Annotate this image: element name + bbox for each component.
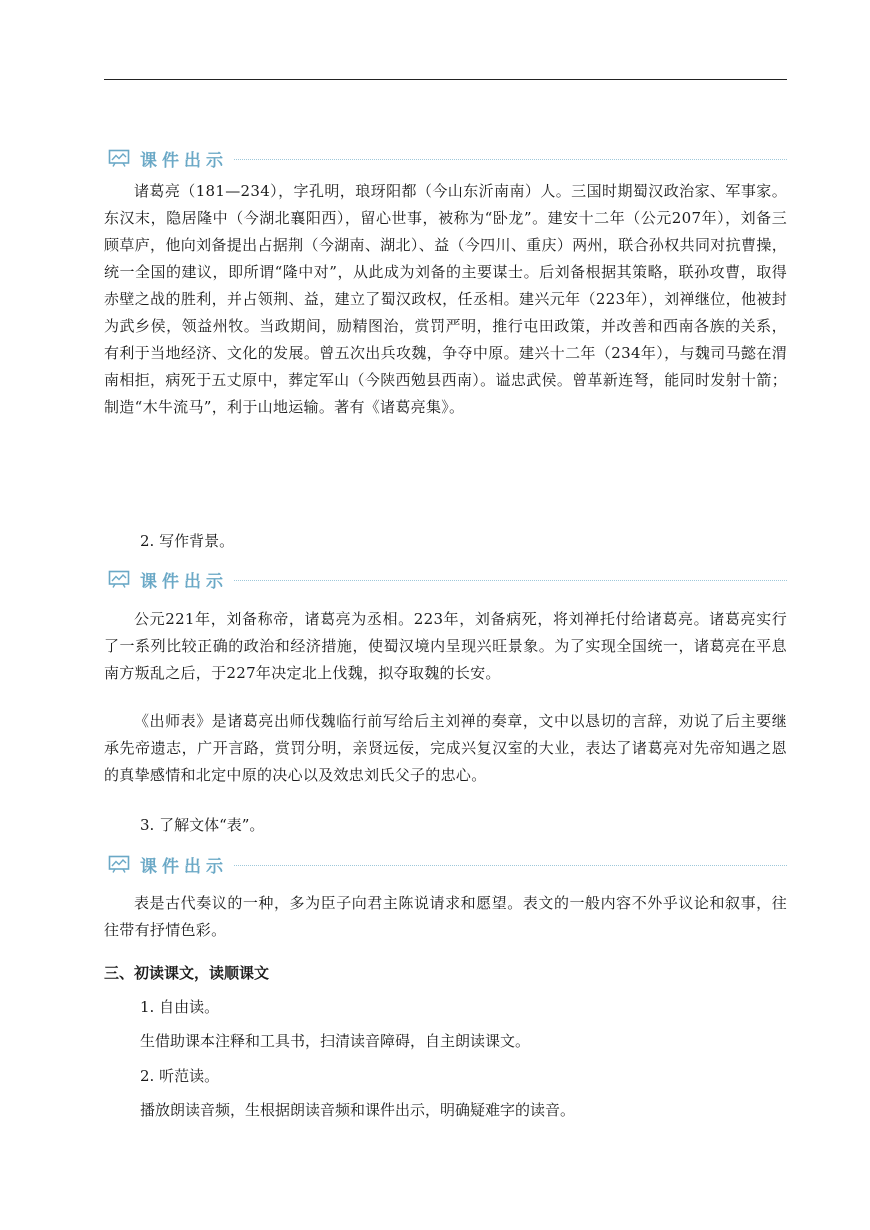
dotted-divider <box>234 159 787 160</box>
section-3-title: 三、初读课文，读顺课文 <box>104 964 270 982</box>
step-1-text: 生借助课本注释和工具书，扫清读音障碍，自主朗读课文。 <box>140 1032 531 1050</box>
presentation-board-icon <box>108 855 130 873</box>
presentation-board-icon <box>108 149 130 167</box>
genre-paragraph: 表是古代奏议的一种，多为臣子向君主陈说请求和愿望。表文的一般内容不外乎议论和叙事，往往带有抒情色彩。 <box>104 894 787 939</box>
callout-heading-2 <box>104 567 787 591</box>
item-3-heading: 3. 了解文体“表”。 <box>140 816 265 834</box>
dotted-divider <box>234 580 787 581</box>
step-2-text: 播放朗读音频，生根据朗读音频和课件出示，明确疑难字的读音。 <box>140 1101 576 1119</box>
header-rule <box>104 79 787 80</box>
callout-label: 课件出示 <box>140 571 228 592</box>
background-paragraph-1: 公元221年，刘备称帝，诸葛亮为丞相。223年，刘备病死，将刘禅托付给诸葛亮。诸葛亮实行了一系列比较正确的政治和经济措施，使蜀汉境内呈现兴旺景象。为了实现全国统一，诸葛亮在平息南方叛乱之后，于227年决定北上伐魏，拟夺取魏的长安。 <box>104 610 787 682</box>
step-2-heading: 2. 听范读。 <box>140 1067 220 1085</box>
callout-label: 课件出示 <box>140 856 228 877</box>
callout-label: 课件出示 <box>140 150 228 171</box>
item-2-heading: 2. 写作背景。 <box>140 532 235 550</box>
presentation-board-icon <box>108 570 130 588</box>
callout-heading-3 <box>104 852 787 876</box>
callout-heading-1 <box>104 146 787 170</box>
bio-paragraph: 诸葛亮（181—234），字孔明，琅玡阳都（今山东沂南南）人。三国时期蜀汉政治家、军事家。东汉末，隐居隆中（今湖北襄阳西），留心世事，被称为“卧龙”。建安十二年（公元207年），刘备三顾草庐，他向刘备提出占据荆（今湖南、湖北）、益（今四川、重庆）两州，联合孙权共同对抗曹操，统一全国的建议，即所谓“隆中对”，从此成为刘备的主要谋士。后刘备根据其策略，联孙攻曹，取得赤壁之战的胜利，并占领荆、益，建立了蜀汉政权，任丞相。建兴元年（223年），刘禅继位，他被封为武乡侯，领益州牧。当政期间，励精图治，赏罚严明，推行屯田政策，并改善和西南各族的关系，有利于当地经济、文化的发展。曾五次出兵攻魏，争夺中原。建兴十二年（234年），与魏司马懿在渭南相拒，病死于五丈原中，葬定军山（今陕西勉县西南）。谥忠武侯。曾革新连弩，能同时发射十箭；制造“木牛流马”，利于山地运输。著有《诸葛亮集》。 <box>104 182 787 416</box>
step-1-heading: 1. 自由读。 <box>140 998 220 1016</box>
dotted-divider <box>234 865 787 866</box>
background-paragraph-2: 《出师表》是诸葛亮出师伐魏临行前写给后主刘禅的奏章，文中以恳切的言辞，劝说了后主要继承先帝遗志，广开言路，赏罚分明，亲贤远佞，完成兴复汉室的大业，表达了诸葛亮对先帝知遇之恩的真挚感情和北定中原的决心以及效忠刘氏父子的忠心。 <box>104 712 787 784</box>
